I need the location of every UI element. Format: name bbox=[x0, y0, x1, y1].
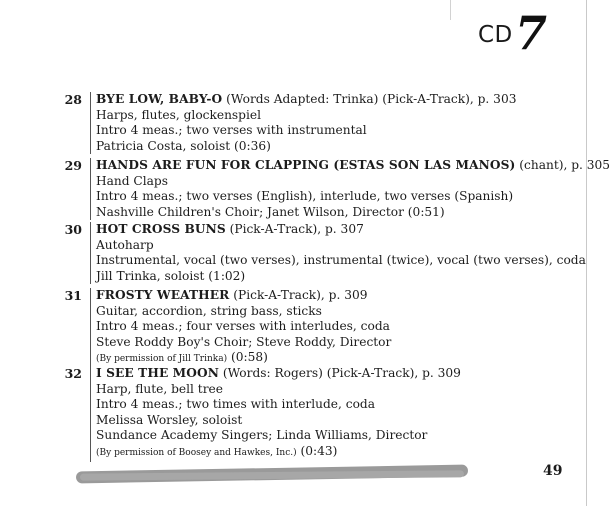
track-title-line bbox=[96, 288, 391, 304]
track-title: HANDS ARE FUN FOR CLAPPING (ESTAS SON LAS MANOS) bbox=[96, 158, 516, 172]
track-item bbox=[54, 288, 391, 368]
track-item bbox=[54, 92, 516, 154]
track-performer: Melissa Worsley, soloist bbox=[96, 412, 243, 427]
track-performer: Patricia Costa, soloist (0:36) bbox=[96, 138, 271, 153]
track-form: Intro 4 meas.; four verses with interludes, coda bbox=[96, 319, 390, 334]
track-title-info: (Pick-A-Track), p. 309 bbox=[229, 288, 368, 302]
track-title-line bbox=[96, 92, 516, 108]
page-number: 49 bbox=[543, 463, 563, 479]
track-number: 31 bbox=[64, 288, 82, 303]
page-edge-line-top bbox=[450, 0, 451, 20]
track-item bbox=[54, 158, 610, 220]
track-details bbox=[90, 158, 610, 220]
track-form: Intro 4 meas.; two times with interlude, coda bbox=[96, 397, 375, 412]
track-title-info: (Words: Rogers) (Pick-A-Track), p. 309 bbox=[218, 366, 461, 380]
track-details bbox=[90, 288, 391, 368]
track-title: FROSTY WEATHER bbox=[96, 288, 230, 302]
track-instruments: Harps, flutes, glockenspiel bbox=[96, 107, 261, 122]
track-performer: Steve Roddy Boy's Choir; Steve Roddy, Director bbox=[96, 334, 392, 349]
track-title-line bbox=[96, 366, 461, 382]
track-number: 32 bbox=[64, 366, 82, 381]
track-title: BYE LOW, BABY-O bbox=[96, 92, 223, 106]
track-form: Instrumental, vocal (two verses), instrumental (twice), vocal (two verses), coda bbox=[96, 253, 586, 268]
track-instruments: Hand Claps bbox=[96, 173, 168, 188]
track-title: I SEE THE MOON bbox=[96, 366, 219, 380]
track-form: Intro 4 meas.; two verses with instrumental bbox=[96, 123, 367, 138]
cd-number: 7 bbox=[515, 6, 548, 60]
track-number: 30 bbox=[64, 222, 82, 237]
track-duration: (0:58) bbox=[227, 350, 268, 365]
track-instruments: Harp, flute, bell tree bbox=[96, 381, 223, 396]
track-number: 28 bbox=[64, 92, 82, 107]
cd-label: CD bbox=[478, 22, 513, 48]
track-instruments: Guitar, accordion, string bass, sticks bbox=[96, 303, 322, 318]
track-performer: Jill Trinka, soloist (1:02) bbox=[96, 268, 246, 283]
track-instruments: Autoharp bbox=[96, 237, 154, 252]
track-details bbox=[90, 366, 461, 462]
track-title-info: (Pick-A-Track), p. 307 bbox=[225, 222, 364, 236]
track-number: 29 bbox=[64, 158, 82, 173]
track-title: HOT CROSS BUNS bbox=[96, 222, 226, 236]
track-item bbox=[54, 366, 461, 462]
track-performer: Nashville Children's Choir; Janet Wilson, Director (0:51) bbox=[96, 204, 445, 219]
track-title-line bbox=[96, 222, 586, 238]
track-details bbox=[90, 92, 516, 154]
track-details bbox=[90, 222, 586, 284]
track-form: Intro 4 meas.; two verses (English), interlude, two verses (Spanish) bbox=[96, 189, 514, 204]
track-title-line bbox=[96, 158, 610, 174]
permission-note: (By permission of Jill Trinka) bbox=[96, 354, 228, 365]
track-title-info: (Words Adapted: Trinka) (Pick-A-Track), p. 303 bbox=[222, 92, 517, 106]
page-edge-line bbox=[586, 0, 587, 506]
track-credit-line bbox=[96, 444, 461, 462]
track-choir: Sundance Academy Singers; Linda Williams, Director bbox=[96, 428, 428, 443]
permission-note: (By permission of Boosey and Hawkes, Inc.) bbox=[96, 447, 297, 458]
track-title-info: (chant), p. 305 bbox=[515, 158, 610, 172]
track-item bbox=[54, 222, 586, 284]
track-duration: (0:43) bbox=[296, 443, 338, 458]
